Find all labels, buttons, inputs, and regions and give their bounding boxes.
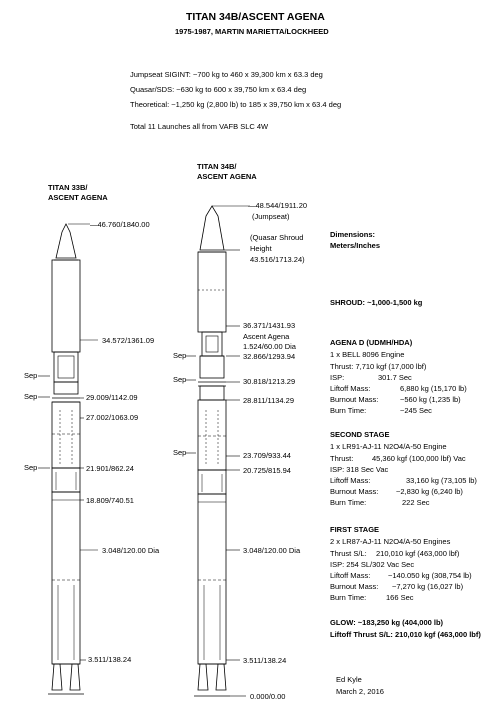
dimensions-label-1: Dimensions: [330, 230, 376, 239]
mission-jumpseat: Jumpseat SIGINT: ~700 kg to 460 x 39,300 km x 63.3 deg [130, 70, 323, 79]
right-dim-top-note: (Jumpseat) [252, 212, 290, 221]
agena-row-isp: ISP: 301.7 Sec [330, 373, 412, 382]
first-row-thrust: Thrust S/L: 210,010 kgf (463,000 lbf) [330, 549, 460, 558]
liftoff-thrust: Liftoff Thrust S/L: 210,010 kgf (463,000 lbf) [330, 630, 481, 639]
right-rocket-drawing [194, 206, 230, 696]
first-row-liftoff: Liftoff Mass: ~140.050 kg (308,754 lb) [330, 571, 472, 580]
mission-theoretical: Theoretical: ~1,250 kg (2,800 lb) to 185 x 39,750 km x 63.4 deg [130, 100, 342, 109]
glow-mass: GLOW: ~183,250 kg (404,000 lb) [330, 618, 444, 627]
right-sep-2: Sep [173, 375, 187, 384]
left-sep-1: Sep [24, 371, 38, 380]
second-stage-engine: 1 x LR91-AJ-11 N2O4/A-50 Engine [330, 442, 447, 451]
right-sep-3: Sep [173, 448, 187, 457]
shroud-mass: SHROUD: ~1,000-1,500 kg [330, 298, 423, 307]
right-dim-2: 32.866/1293.94 [243, 352, 296, 361]
page-title: TITAN 34B/ASCENT AGENA [186, 11, 325, 23]
left-dim-top: —46.760/1840.00 [90, 220, 150, 229]
left-sep-3: Sep [24, 463, 38, 472]
right-agena-label-1: Ascent Agena [243, 332, 290, 341]
left-dim-4: 21.901/862.24 [86, 464, 134, 473]
left-dim-1: 34.572/1361.09 [102, 336, 155, 345]
first-row-burnout: Burnout Mass: ~7,270 kg (16,027 lb) [330, 582, 464, 591]
left-sep-2: Sep [24, 392, 38, 401]
author-credit: Ed Kyle [336, 675, 362, 684]
left-dim-5: 18.809/740.51 [86, 496, 134, 505]
page-subtitle: 1975-1987, MARTIN MARIETTA/LOCKHEED [175, 27, 329, 36]
left-rocket-title-line2: ASCENT AGENA [48, 193, 108, 202]
mission-quasar: Quasar/SDS: ~630 kg to 600 x 39,750 km x 63.4 deg [130, 85, 307, 94]
right-dim-5: 23.709/933.44 [243, 451, 291, 460]
right-dim-6: 20.725/815.94 [243, 466, 291, 475]
right-shroud-note-1: (Quasar Shroud [250, 233, 304, 242]
dimensions-label-2: Meters/Inches [330, 241, 381, 250]
agena-engine: 1 x BELL 8096 Engine [330, 350, 405, 359]
second-row-thrust: Thrust: 45,360 kgf (100,000 lbf) Vac [330, 454, 466, 463]
right-dim-top: —48.544/1911.20 [248, 201, 308, 210]
second-row-burnout: Burnout Mass: ~2,830 kg (6,240 lb) [330, 487, 463, 496]
right-dim-ground: 0.000/0.00 [250, 692, 286, 701]
first-row-isp: ISP: 254 SL/302 Vac Sec [330, 560, 415, 569]
right-rocket-title-line2: ASCENT AGENA [197, 172, 257, 181]
agena-row-liftoff: Liftoff Mass: 6,880 kg (15,170 lb) [330, 384, 467, 393]
agena-title: AGENA D (UDMH/HDA) [330, 338, 413, 347]
right-shroud-note-3: 43.516/1713.24) [250, 255, 305, 264]
right-dim-3: 30.818/1213.29 [243, 377, 296, 386]
left-rocket-title-line1: TITAN 33B/ [48, 183, 88, 192]
right-dim-4: 28.811/1134.29 [243, 396, 295, 405]
second-stage-title: SECOND STAGE [330, 430, 390, 439]
second-row-isp: ISP: 318 Sec Vac [330, 465, 389, 474]
right-shroud-note-2: Height [250, 244, 272, 253]
right-rocket-title-line1: TITAN 34B/ [197, 162, 237, 171]
right-sep-1: Sep [173, 351, 187, 360]
left-dim-base: 3.511/138.24 [88, 655, 132, 664]
second-row-burn-time: Burn Time: 222 Sec [330, 498, 430, 507]
left-rocket-drawing [48, 224, 84, 694]
left-rocket-leaders [38, 224, 98, 660]
agena-row-thrust: Thrust: 7,710 kgf (17,000 lbf) [330, 362, 427, 371]
agena-row-burn-time: Burn Time: ~245 Sec [330, 406, 432, 415]
second-row-liftoff: Liftoff Mass: 33,160 kg (73,105 lb) [330, 476, 477, 485]
right-dim-1: 36.371/1431.93 [243, 321, 296, 330]
credit-date: March 2, 2016 [336, 687, 384, 696]
first-stage-title: FIRST STAGE [330, 525, 380, 534]
right-agena-label-2: 1.524/60.00 Dia [243, 342, 296, 351]
right-dim-dia: 3.048/120.00 Dia [243, 546, 301, 555]
left-dim-3: 27.002/1063.09 [86, 413, 139, 422]
launch-count: Total 11 Launches all from VAFB SLC 4W [130, 122, 269, 131]
first-row-burn-time: Burn Time: 166 Sec [330, 593, 414, 602]
right-dim-base: 3.511/138.24 [243, 656, 287, 665]
agena-row-burnout: Burnout Mass: ~560 kg (1,235 lb) [330, 395, 461, 404]
left-dim-dia: 3.048/120.00 Dia [102, 546, 160, 555]
left-dim-2: 29.009/1142.09 [86, 393, 138, 402]
first-stage-engine: 2 x LR87-AJ-11 N2O4/A-50 Engines [330, 537, 451, 546]
